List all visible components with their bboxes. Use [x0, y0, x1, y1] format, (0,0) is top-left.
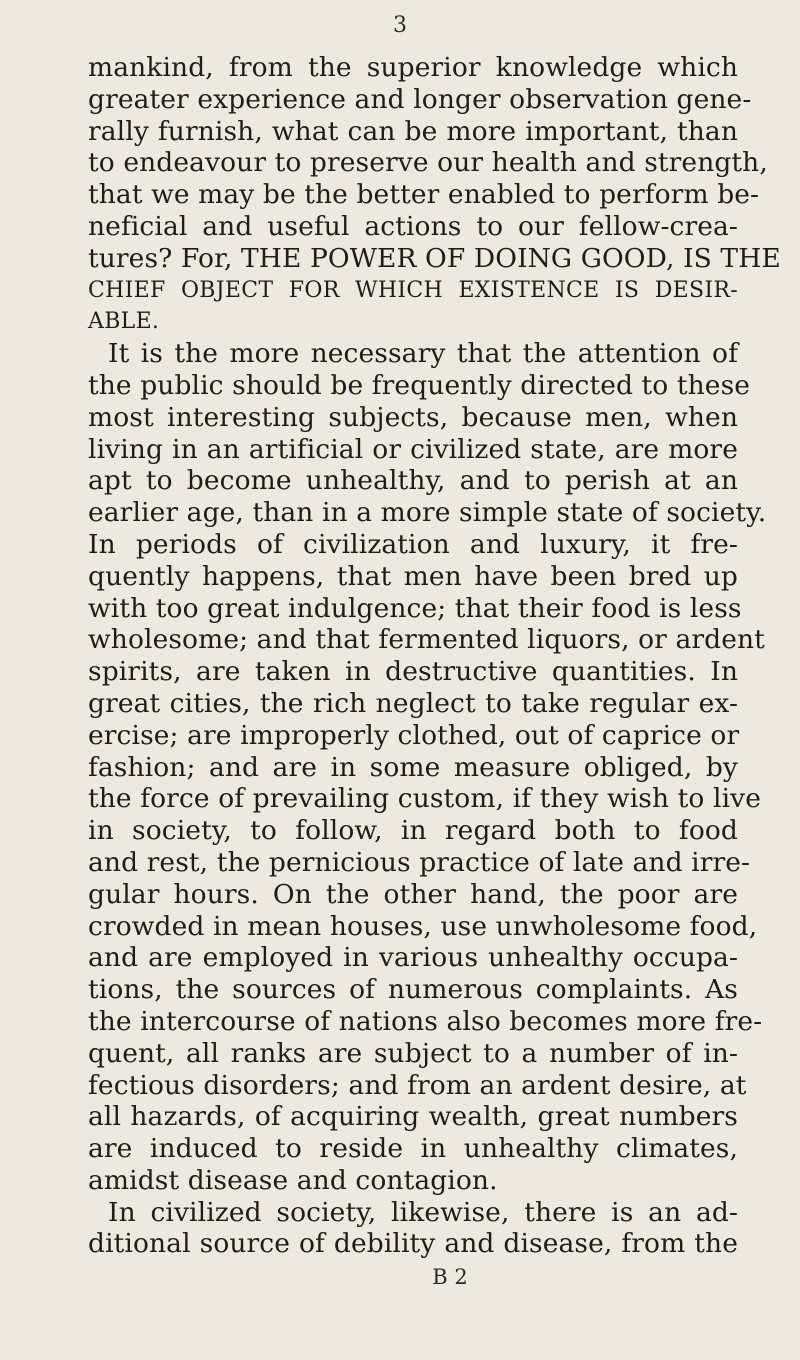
- text-line: gular hours. On the other hand, the poor are: [88, 878, 738, 910]
- text-line: all hazards, of acquiring wealth, great numbers: [88, 1101, 738, 1133]
- text-line: the intercourse of nations also becomes more fre-: [88, 1005, 763, 1037]
- text-line: most interesting subjects, because men, when: [88, 401, 738, 433]
- text-line: to endeavour to preserve our health and strength,: [88, 147, 768, 179]
- text-line: greater experience and longer observation gene-: [88, 83, 752, 115]
- text-line: neficial and useful actions to our fellow-crea-: [88, 210, 738, 242]
- text-line: quent, all ranks are subject to a number of in-: [88, 1037, 738, 1069]
- text-line: the force of prevailing custom, if they wish to live: [88, 783, 762, 815]
- text-line: earlier age, than in a more simple state of society.: [88, 497, 767, 529]
- text-line: amidst disease and contagion.: [88, 1164, 498, 1196]
- text-line: In periods of civilization and luxury, it fre-: [88, 528, 738, 560]
- text-line: ditional source of debility and disease, from the: [88, 1228, 738, 1260]
- text-line: ercise; are improperly clothed, out of caprice or: [88, 719, 740, 751]
- text-line: that we may be the better enabled to perform be-: [88, 179, 760, 211]
- signature-mark: B 2: [432, 1265, 468, 1289]
- text-line: are induced to reside in unhealthy climates,: [88, 1133, 738, 1165]
- text-line: with too great indulgence; that their food is less: [88, 592, 742, 624]
- text-line: tions, the sources of numerous complaints. As: [88, 974, 738, 1006]
- text-line: ABLE.: [88, 309, 160, 335]
- text-line: apt to become unhealthy, and to perish at an: [88, 465, 738, 497]
- text-line: and rest, the pernicious practice of late and irre-: [88, 846, 751, 878]
- text-line: tures? For, THE POWER OF DOING GOOD, IS THE: [88, 242, 781, 274]
- text-line: rally furnish, what can be more important, than: [88, 115, 738, 147]
- text-line: quently happens, that men have been bred up: [88, 560, 738, 592]
- text-line: mankind, from the superior knowledge which: [88, 52, 738, 83]
- page-number: 3: [393, 13, 407, 38]
- text-line: fectious disorders; and from an ardent desire, at: [88, 1069, 747, 1101]
- text-line: and are employed in various unhealthy occupa-: [88, 942, 738, 974]
- text-line: the public should be frequently directed to these: [88, 369, 751, 401]
- text-line: wholesome; and that fermented liquors, or ardent: [88, 624, 765, 656]
- text-line: fashion; and are in some measure obliged, by: [88, 751, 738, 783]
- text-line: living in an artificial or civilized state, are more: [88, 433, 738, 465]
- text-line: It is the more necessary that the attention of: [108, 338, 738, 370]
- text-line: CHIEF OBJECT FOR WHICH EXISTENCE IS DESIR-: [88, 277, 738, 303]
- text-line: crowded in mean houses, use unwholesome food,: [88, 910, 758, 942]
- body-text: [88, 52, 781, 1260]
- text-line: great cities, the rich neglect to take regular ex-: [88, 687, 738, 719]
- text-line: In civilized society, likewise, there is an ad-: [108, 1196, 738, 1228]
- text-line: spirits, are taken in destructive quantities. In: [88, 656, 738, 688]
- text-line: in society, to follow, in regard both to food: [88, 815, 738, 847]
